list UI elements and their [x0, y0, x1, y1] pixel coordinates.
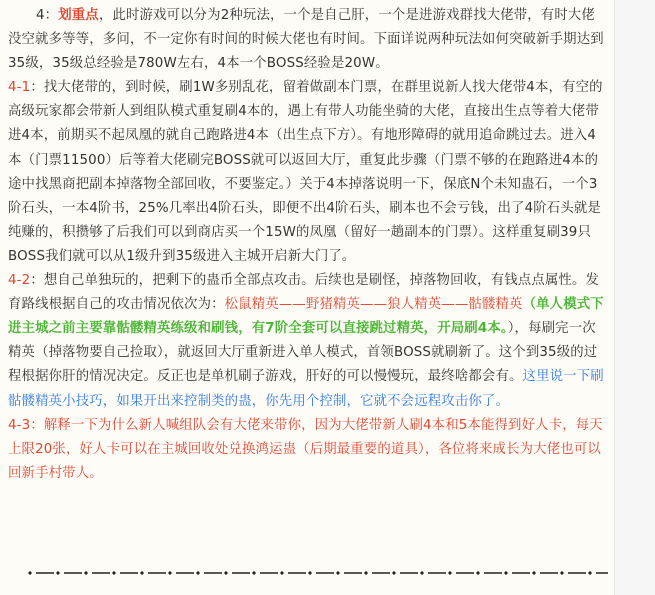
- divider-dot: [252, 571, 255, 574]
- paragraph-4-2-text-b: ），每刷完一次精英（掉落物要自己捡取），就返回大厅重新进入单人模式，首领BOSS就刷新了。这个到35级的过程根据你肝的情况决定。反正也是单机刷子游戏，肝好的可以慢慢玩，最终啥都会有。: [8, 321, 598, 385]
- divider-dot: [588, 571, 591, 574]
- paragraph-4-2-text-a: ：想自己单独玩的，把剩下的蛊币全部点攻击。后续也是刷怪，掉落物回收，有钱点点属性。发育路线根据自己的攻击情况依次为：: [8, 273, 600, 313]
- paren-open: （: [522, 297, 537, 313]
- paragraph-4-1-text: ：找大佬带的，到时候，刷1W多别乱花，留着做副本门票，在群里说新人找大佬带4本，有空的高级玩家都会带新人到组队模式重复刷4本的，遇上有带人功能坐骑的大佬，直接出生点等着大佬带进4本，前期买不起凤凰的就自己跑路进4本（出生点下方）。有地形障碍的就用追命跳过去。进入4本（门票11500）后等着大佬刷完BOSS就可以返回大厅，重复此步骤（门票不够的在跑路进4本的途中找黑商把副本掉落物全部回收，不要鉴定。）关于4本掉落说明一下，保底N个未知蛊石，一个3阶石头，一本4阶书，25%几率出4阶石头，即便不出4阶石头，刷本也不会亏钱，出了4阶石头就是纯赚的，积攒够了后我们可以到商店买一个15W的凤凰（留好一趟副本的门票）。这样重复刷39只BOSS我们就可以从1级升到35级进入主城开启新大门了。: [8, 80, 603, 264]
- paragraph-4-1: [8, 76, 608, 269]
- paragraph-4-3: [8, 414, 608, 486]
- divider-dot: [112, 571, 115, 574]
- divider-dot: [392, 571, 395, 574]
- paragraph-4-3-text: ：解释一下为什么新人喊组队会有大佬来带你，因为大佬带新人刷4本和5本能得到好人卡，每天上限20张，好人卡可以在主城回收处兑换鸿运蛊（后期最重要的道具），各位将来成长为大佬也可以回新手村带人。: [8, 417, 603, 481]
- divider-dot: [280, 571, 283, 574]
- scrollbar-track[interactable]: [614, 0, 655, 595]
- divider-dot: [476, 571, 479, 574]
- section-label-4-2: 4-2: [8, 273, 31, 289]
- divider-dot: [224, 571, 227, 574]
- green-tip: 单人模式下进主城之前主要靠骷髅精英练级和刷钱，有7阶全套可以直接跳过精英，开局刷4本。: [8, 297, 604, 337]
- divider-dot: [532, 571, 535, 574]
- divider-dot: [504, 571, 507, 574]
- paragraph-4-2: [8, 269, 608, 414]
- divider-dot: [56, 571, 59, 574]
- dotted-divider: [28, 564, 608, 582]
- paragraph-4: [8, 4, 608, 76]
- divider-dot: [560, 571, 563, 574]
- divider-dot: [84, 571, 87, 574]
- section-label-4-1: 4-1: [8, 80, 31, 96]
- article-body: [8, 4, 608, 486]
- divider-dot: [196, 571, 199, 574]
- divider-dot: [168, 571, 171, 574]
- section-label-4-3: 4-3: [8, 417, 31, 433]
- divider-dot: [140, 571, 143, 574]
- blue-tip: 这里说一下刷骷髅精英小技巧，如果开出来控制类的蛊，你先用个控制，它就不会远程攻击你了。: [8, 369, 604, 409]
- divider-dot: [28, 571, 31, 574]
- divider-dot: [336, 571, 339, 574]
- divider-dot: [308, 571, 311, 574]
- elite-route: 松鼠精英——野猪精英——狼人精英——骷髅精英: [224, 297, 523, 313]
- divider-dot: [420, 571, 423, 574]
- divider-dot: [364, 571, 367, 574]
- highlight-label: 划重点: [58, 8, 99, 23]
- divider-line: [28, 564, 608, 582]
- divider-dot: [448, 571, 451, 574]
- paragraph-4-number: 4：: [36, 8, 59, 23]
- paragraph-4-text: ，此时游戏可以分为2种玩法，一个是自己肝，一个是进游戏群找大佬带，有时大佬没空就多等等，多问，不一定你有时间的时候大佬也有时间。下面详说两种玩法如何突破新手期达到35级，35级总经验是780W左右，4本一个BOSS经验是20W。: [8, 8, 604, 72]
